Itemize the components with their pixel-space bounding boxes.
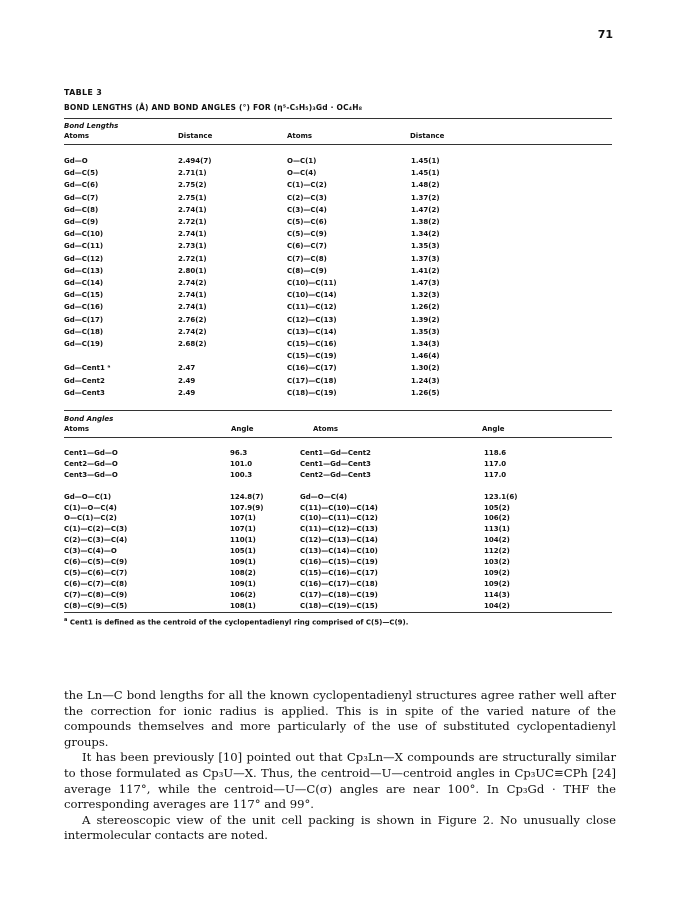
table-cell: 1.47(2) xyxy=(411,205,440,214)
table-cell: 110(1) xyxy=(230,536,256,545)
table-cell: C(10)—C(14) xyxy=(287,291,337,300)
table-row xyxy=(64,340,612,351)
footnote-text: Cent1 is defined as the centroid of the cyclopentadienyl ring comprised of C(5)—C(9). xyxy=(69,618,409,627)
table-cell: 1.34(3) xyxy=(411,340,440,348)
table-cell: 123.1(6) xyxy=(484,492,518,501)
table-row xyxy=(64,536,612,547)
table-cell: 2.73(1) xyxy=(178,242,207,251)
table-cell: 2.74(1) xyxy=(178,205,207,214)
table-cell: 2.494(7) xyxy=(178,157,212,165)
body-text xyxy=(64,688,616,844)
table-cell: 1.45(1) xyxy=(411,169,440,178)
table-cell: Cent3—Gd—O xyxy=(64,470,118,479)
table-cell: C(16)—C(17) xyxy=(287,364,337,373)
table-cell: 2.74(1) xyxy=(178,291,207,300)
table-cell: 1.35(3) xyxy=(411,327,440,336)
table-row xyxy=(64,181,612,192)
table-cell: 104(2) xyxy=(484,536,510,545)
table-cell: 105(2) xyxy=(484,503,510,512)
table-cell: 1.41(2) xyxy=(411,266,440,275)
table-cell: 1.38(2) xyxy=(411,218,440,226)
table-row xyxy=(64,157,612,168)
table-cell: 2.74(1) xyxy=(178,230,207,239)
section-rule xyxy=(64,410,612,411)
table-cell: 1.39(2) xyxy=(411,315,440,324)
table-cell: 2.74(1) xyxy=(178,303,207,312)
footnote-mark: a xyxy=(64,617,68,623)
table-cell: 107.9(9) xyxy=(230,503,264,512)
table-cell: C(16)—C(15)—C(19) xyxy=(300,558,378,566)
table-cell: O—C(1)—C(2) xyxy=(64,514,117,523)
table-cell: C(2)—C(3) xyxy=(287,193,327,202)
paragraph: It has been previously [10] pointed out that Cp₃Ln—X compounds are structurally similar to those formulated as Cp₃U—X. Thus, the centroid—U—centroid angles in Cp₃UC≡CPh [24] average 117°, while the centroid—U—C(σ) angles are near 100°. In Cp₃Gd · THF the corresponding averages are 117° and 99°. xyxy=(64,750,616,812)
table-cell: 1.26(2) xyxy=(411,303,440,312)
table-cell: Gd—O—C(4) xyxy=(300,492,348,501)
table-cell: 1.32(3) xyxy=(411,291,440,300)
table-cell: C(13)—C(14)—C(10) xyxy=(300,547,378,556)
table-cell: 1.30(2) xyxy=(411,364,440,373)
table-cell: 113(1) xyxy=(484,525,510,534)
table-cell: 1.24(3) xyxy=(411,376,440,385)
table-row xyxy=(64,352,612,363)
table-cell: C(13)—C(14) xyxy=(287,327,337,336)
header-atoms: Atoms xyxy=(64,425,90,433)
table-row xyxy=(64,558,612,569)
table-cell: Gd—O—C(1) xyxy=(64,492,112,501)
table-cell: C(7)—C(8)—C(9) xyxy=(64,590,128,599)
table-cell: C(3)—C(4)—O xyxy=(64,547,117,556)
table-cell: C(1)—C(2) xyxy=(287,181,327,190)
table-cell: 108(1) xyxy=(230,601,256,610)
table-row xyxy=(64,194,612,205)
table-cell: 2.49 xyxy=(178,376,196,385)
table-cell: Gd—C(8) xyxy=(64,205,99,214)
table-cell: Gd—C(5) xyxy=(64,169,99,178)
table-cell: Gd—C(17) xyxy=(64,315,104,324)
header-rule xyxy=(64,437,612,438)
table-cell: 2.47 xyxy=(178,364,196,373)
table-row xyxy=(64,364,612,375)
table-cell: C(12)—C(13) xyxy=(287,315,337,324)
table-cell: 108(2) xyxy=(230,568,256,577)
table-row xyxy=(64,471,612,482)
table-cell: 96.3 xyxy=(230,449,248,457)
table-cell: 109(1) xyxy=(230,558,256,566)
table-cell: 2.80(1) xyxy=(178,266,207,275)
table-cell: 109(2) xyxy=(484,579,510,588)
page-number: 71 xyxy=(597,28,613,41)
table-caption: BOND LENGTHS (Å) AND BOND ANGLES (°) FOR (η⁵-C₅H₅)₃Gd · OC₄H₈ xyxy=(64,103,363,112)
table-cell: Cent2—Gd—O xyxy=(64,459,118,468)
table-cell: Cent1—Gd—Cent3 xyxy=(300,459,371,468)
table-row xyxy=(64,303,612,314)
table-row xyxy=(64,218,612,229)
table-cell: Gd—C(9) xyxy=(64,218,99,226)
table-cell: C(17)—C(18) xyxy=(287,376,337,385)
table-cell: C(8)—C(9)—C(5) xyxy=(64,601,128,610)
table-row xyxy=(64,449,612,460)
table-row xyxy=(64,328,612,339)
table-row xyxy=(64,525,612,536)
paragraph: the Ln—C bond lengths for all the known cyclopentadienyl structures agree rather well after the correction for ionic radius is applied. This is in spite of the varied nature of the compounds themselves and more particularly of the use of substituted cyclopentadienyl groups. xyxy=(64,688,616,749)
table-cell: 109(1) xyxy=(230,579,256,588)
table-row xyxy=(64,504,612,515)
table-cell: O—C(4) xyxy=(287,169,317,178)
table-cell: 2.71(1) xyxy=(178,169,207,178)
table-cell: 1.37(3) xyxy=(411,254,440,263)
table-cell: Gd—C(7) xyxy=(64,193,99,202)
table-cell: C(15)—C(19) xyxy=(287,352,337,361)
table-cell: 118.6 xyxy=(484,449,507,457)
header-distance: Distance xyxy=(410,132,445,140)
table-cell: Gd—C(11) xyxy=(64,242,104,251)
table-cell: 2.72(1) xyxy=(178,254,207,263)
table-label: TABLE 3 xyxy=(64,88,103,97)
table-cell: 1.47(3) xyxy=(411,279,440,287)
header-angle: Angle xyxy=(482,425,505,433)
table-cell: 114(3) xyxy=(484,590,510,599)
table-cell: 107(1) xyxy=(230,514,256,523)
table-row xyxy=(64,591,612,602)
table-cell: Gd—O xyxy=(64,157,88,165)
table-row xyxy=(64,267,612,278)
table-row xyxy=(64,580,612,591)
table-cell: 103(2) xyxy=(484,558,510,566)
table-bottom-rule xyxy=(64,612,612,613)
table-cell: 2.74(2) xyxy=(178,327,207,336)
table-cell: C(3)—C(4) xyxy=(287,205,327,214)
table-cell: Gd—C(13) xyxy=(64,266,104,275)
table-row xyxy=(64,514,612,525)
table-row xyxy=(64,242,612,253)
table-cell: C(15)—C(16) xyxy=(287,340,337,348)
table-cell: 117.0 xyxy=(484,459,507,468)
table-cell: C(5)—C(6) xyxy=(287,218,327,226)
table-cell: 109(2) xyxy=(484,568,510,577)
table-cell: C(11)—C(12) xyxy=(287,303,337,312)
table-cell: 107(1) xyxy=(230,525,256,534)
table-cell: Gd—C(16) xyxy=(64,303,104,312)
table-cell: Gd—C(15) xyxy=(64,291,104,300)
table-row xyxy=(64,569,612,580)
paragraph: A stereoscopic view of the unit cell packing is shown in Figure 2. No unusually close intermolecular contacts are noted. xyxy=(64,812,616,843)
bond-lengths-title: Bond Lengths xyxy=(64,122,119,130)
table-cell: C(11)—C(12)—C(13) xyxy=(300,525,378,534)
table-cell: C(6)—C(7) xyxy=(287,242,327,251)
table-cell: 1.37(2) xyxy=(411,193,440,202)
table-row xyxy=(64,206,612,217)
table-cell: 1.45(1) xyxy=(411,157,440,165)
table-cell: Gd—Cent1 ᵃ xyxy=(64,364,111,373)
table-cell: 101.0 xyxy=(230,459,253,468)
table-cell: 2.74(2) xyxy=(178,279,207,287)
table-row xyxy=(64,482,612,493)
header-atoms: Atoms xyxy=(287,132,313,140)
table-cell: C(8)—C(9) xyxy=(287,266,327,275)
table-cell: 2.75(2) xyxy=(178,181,207,190)
table-cell: 106(2) xyxy=(484,514,510,523)
table-cell: C(10)—C(11) xyxy=(287,279,337,287)
table-cell: 117.0 xyxy=(484,470,507,479)
table-cell: C(18)—C(19) xyxy=(287,388,337,397)
table-cell: Cent1—Gd—Cent2 xyxy=(300,449,371,457)
table-cell: C(5)—C(9) xyxy=(287,230,327,239)
table-cell: C(15)—C(16)—C(17) xyxy=(300,568,378,577)
table-row xyxy=(64,230,612,241)
table-row xyxy=(64,255,612,266)
table-row xyxy=(64,493,612,504)
table-cell: C(2)—C(3)—C(4) xyxy=(64,536,128,545)
table-cell: 1.35(3) xyxy=(411,242,440,251)
table-cell: C(5)—C(6)—C(7) xyxy=(64,568,128,577)
header-angle: Angle xyxy=(231,425,254,433)
table-cell: C(6)—C(5)—C(9) xyxy=(64,558,128,566)
table-row xyxy=(64,547,612,558)
table-cell: Gd—C(10) xyxy=(64,230,104,239)
table-cell: 1.46(4) xyxy=(411,352,440,361)
table-footnote xyxy=(64,617,408,626)
table-cell: Gd—C(14) xyxy=(64,279,104,287)
table-row xyxy=(64,291,612,302)
table-cell: C(1)—O—C(4) xyxy=(64,503,117,512)
table-row xyxy=(64,460,612,471)
table-cell: Cent1—Gd—O xyxy=(64,449,118,457)
table-row xyxy=(64,602,612,613)
table-row xyxy=(64,377,612,388)
table-top-rule xyxy=(64,118,612,119)
table-row xyxy=(64,316,612,327)
table-cell: 1.34(2) xyxy=(411,230,440,239)
table-cell: C(16)—C(17)—C(18) xyxy=(300,579,378,588)
table-cell: C(11)—C(10)—C(14) xyxy=(300,503,378,512)
table-cell: C(18)—C(19)—C(15) xyxy=(300,601,378,610)
table-cell: Gd—Cent3 xyxy=(64,388,105,397)
table-cell: Gd—C(19) xyxy=(64,340,104,348)
table-cell: C(10)—C(11)—C(12) xyxy=(300,514,378,523)
table-cell: 1.26(5) xyxy=(411,388,440,397)
header-atoms: Atoms xyxy=(313,425,339,433)
table-cell: 106(2) xyxy=(230,590,256,599)
table-cell: 105(1) xyxy=(230,547,256,556)
table-cell: C(1)—C(2)—C(3) xyxy=(64,525,128,534)
header-distance: Distance xyxy=(178,132,213,140)
table-cell: C(7)—C(8) xyxy=(287,254,327,263)
table-cell: O—C(1) xyxy=(287,157,317,165)
header-rule xyxy=(64,144,612,145)
table-row xyxy=(64,169,612,180)
table-cell: 1.48(2) xyxy=(411,181,440,190)
table-cell: Gd—C(12) xyxy=(64,254,104,263)
table-cell: 112(2) xyxy=(484,547,510,556)
table-cell: 104(2) xyxy=(484,601,510,610)
table-cell: Gd—C(6) xyxy=(64,181,99,190)
table-cell: 2.49 xyxy=(178,388,196,397)
table-cell: 2.75(1) xyxy=(178,193,207,202)
header-atoms: Atoms xyxy=(64,132,90,140)
table-cell: C(6)—C(7)—C(8) xyxy=(64,579,128,588)
table-row xyxy=(64,279,612,290)
table-row xyxy=(64,389,612,400)
table-cell: C(12)—C(13)—C(14) xyxy=(300,536,378,545)
table-cell: Gd—C(18) xyxy=(64,327,104,336)
table-cell: C(17)—C(18)—C(19) xyxy=(300,590,378,599)
table-cell: 2.76(2) xyxy=(178,315,207,324)
table-cell: 124.8(7) xyxy=(230,492,264,501)
table-cell: 100.3 xyxy=(230,470,253,479)
table-cell: Cent2—Gd—Cent3 xyxy=(300,470,371,479)
table-cell: 2.72(1) xyxy=(178,218,207,226)
table-cell: Gd—Cent2 xyxy=(64,376,105,385)
bond-angles-title: Bond Angles xyxy=(64,415,114,423)
table-cell: 2.68(2) xyxy=(178,340,207,348)
